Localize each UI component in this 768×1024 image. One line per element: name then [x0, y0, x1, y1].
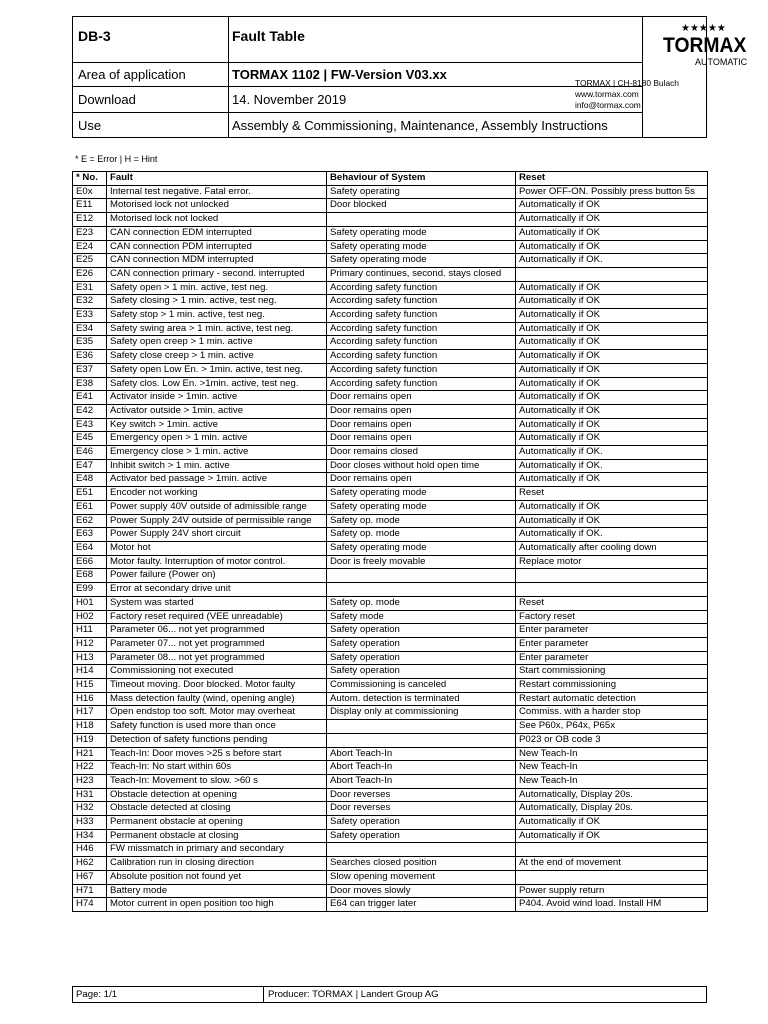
cell-code: E26 — [73, 267, 107, 281]
cell-fault: CAN connection PDM interrupted — [107, 240, 327, 254]
cell-code: H19 — [73, 733, 107, 747]
table-row — [73, 843, 708, 857]
cell-code: E24 — [73, 240, 107, 254]
cell-fault: CAN connection primary - second. interrupted — [107, 267, 327, 281]
table-row — [73, 706, 708, 720]
cell-code: E51 — [73, 487, 107, 501]
cell-fault: Battery mode — [107, 884, 327, 898]
cell-fault: Safety open creep > 1 min. active — [107, 336, 327, 350]
cell-behaviour: Door remains open — [327, 404, 516, 418]
cell-code: E66 — [73, 555, 107, 569]
page-number: Page: 1/1 — [76, 989, 118, 1000]
cell-behaviour: According safety function — [327, 295, 516, 309]
table-row — [73, 377, 708, 391]
cell-reset: Automatically if OK — [516, 309, 708, 323]
cell-fault: Detection of safety functions pending — [107, 733, 327, 747]
cell-behaviour: Door is freely movable — [327, 555, 516, 569]
cell-fault: Power supply 40V outside of admissible range — [107, 500, 327, 514]
cell-reset: Restart automatic detection — [516, 692, 708, 706]
cell-code: H14 — [73, 665, 107, 679]
cell-reset: Automatically if OK — [516, 363, 708, 377]
cell-code: H18 — [73, 720, 107, 734]
cell-code: E45 — [73, 432, 107, 446]
cell-reset: P023 or OB code 3 — [516, 733, 708, 747]
cell-fault: Mass detection faulty (wind, opening angle) — [107, 692, 327, 706]
table-row — [73, 583, 708, 597]
cell-fault: CAN connection EDM interrupted — [107, 226, 327, 240]
cell-reset: Enter parameter — [516, 651, 708, 665]
cell-behaviour: Safety operation — [327, 651, 516, 665]
table-row — [73, 541, 708, 555]
cell-behaviour: Abort Teach-In — [327, 761, 516, 775]
cell-code: H46 — [73, 843, 107, 857]
cell-behaviour — [327, 843, 516, 857]
table-row — [73, 336, 708, 350]
cell-reset: New Teach-In — [516, 747, 708, 761]
header-label: Area of application — [73, 63, 229, 86]
footer-divider — [263, 987, 264, 1002]
cell-behaviour: Safety op. mode — [327, 596, 516, 610]
table-row — [73, 747, 708, 761]
cell-code: E33 — [73, 309, 107, 323]
logo-stars-icon: ★★★★★ — [681, 23, 726, 34]
cell-code: E31 — [73, 281, 107, 295]
cell-behaviour: According safety function — [327, 350, 516, 364]
cell-behaviour: Safety op. mode — [327, 514, 516, 528]
cell-fault: Safety stop > 1 min. active, test neg. — [107, 309, 327, 323]
header-label: Download — [73, 87, 229, 112]
cell-reset: Restart commissioning — [516, 679, 708, 693]
cell-reset: Automatically if OK — [516, 500, 708, 514]
cell-code: E46 — [73, 446, 107, 460]
cell-code: H12 — [73, 637, 107, 651]
cell-code: E47 — [73, 459, 107, 473]
cell-reset: Automatically if OK — [516, 418, 708, 432]
cell-behaviour: According safety function — [327, 363, 516, 377]
cell-fault: Motor faulty. Interruption of motor control. — [107, 555, 327, 569]
table-row — [73, 295, 708, 309]
table-row — [73, 679, 708, 693]
cell-code: E64 — [73, 541, 107, 555]
cell-code: H11 — [73, 624, 107, 638]
cell-fault: Safety swing area > 1 min. active, test neg. — [107, 322, 327, 336]
cell-reset: Automatically if OK — [516, 404, 708, 418]
cell-fault: CAN connection MDM interrupted — [107, 254, 327, 268]
cell-behaviour: Safety operating mode — [327, 500, 516, 514]
cell-reset — [516, 843, 708, 857]
cell-reset: Automatically if OK — [516, 391, 708, 405]
cell-fault: Emergency open > 1 min. active — [107, 432, 327, 446]
cell-reset: Power supply return — [516, 884, 708, 898]
table-row — [73, 720, 708, 734]
cell-fault: Inhibit switch > 1 min. active — [107, 459, 327, 473]
table-row — [73, 267, 708, 281]
table-row — [73, 446, 708, 460]
cell-reset: See P60x, P64x, P65x — [516, 720, 708, 734]
cell-reset: P404. Avoid wind load. Install HM — [516, 898, 708, 912]
cell-behaviour: Door remains closed — [327, 446, 516, 460]
table-row — [73, 774, 708, 788]
cell-reset: Automatically if OK — [516, 199, 708, 213]
column-header-behaviour: Behaviour of System — [327, 172, 516, 186]
cell-behaviour — [327, 583, 516, 597]
cell-fault: FW missmatch in primary and secondary — [107, 843, 327, 857]
table-row — [73, 240, 708, 254]
cell-fault: Power Supply 24V short circuit — [107, 528, 327, 542]
tormax-logo — [643, 17, 748, 137]
cell-fault: Factory reset required (VEE unreadable) — [107, 610, 327, 624]
table-row — [73, 254, 708, 268]
cell-code: E37 — [73, 363, 107, 377]
cell-behaviour: Safety operating — [327, 185, 516, 199]
cell-fault: Safety clos. Low En. >1min. active, test neg. — [107, 377, 327, 391]
cell-code: E25 — [73, 254, 107, 268]
cell-behaviour: Safety operation — [327, 816, 516, 830]
table-row — [73, 350, 708, 364]
table-row — [73, 761, 708, 775]
cell-reset: Automatically if OK. — [516, 459, 708, 473]
cell-code: H23 — [73, 774, 107, 788]
table-row — [73, 555, 708, 569]
contact-address: TORMAX | CH-8180 Bulach — [575, 78, 679, 88]
cell-fault: Encoder not working — [107, 487, 327, 501]
cell-behaviour: Autom. detection is terminated — [327, 692, 516, 706]
cell-reset — [516, 267, 708, 281]
cell-code: H31 — [73, 788, 107, 802]
table-row — [73, 692, 708, 706]
contact-block — [575, 78, 679, 111]
table-row — [73, 309, 708, 323]
cell-behaviour: Searches closed position — [327, 857, 516, 871]
cell-code: E48 — [73, 473, 107, 487]
cell-behaviour: Display only at commissioning — [327, 706, 516, 720]
table-row — [73, 514, 708, 528]
table-row — [73, 404, 708, 418]
cell-code: E23 — [73, 226, 107, 240]
column-header-fault: Fault — [107, 172, 327, 186]
table-row — [73, 870, 708, 884]
cell-fault: Teach-In: Door moves >25 s before start — [107, 747, 327, 761]
cell-behaviour: Commissioning is canceled — [327, 679, 516, 693]
header-value: Assembly & Commissioning, Maintenance, Assembly Instructions — [229, 113, 643, 137]
cell-behaviour: Door reverses — [327, 788, 516, 802]
column-header-no: * No. — [73, 172, 107, 186]
cell-fault: Motor hot — [107, 541, 327, 555]
cell-reset: Automatically if OK — [516, 240, 708, 254]
table-row — [73, 459, 708, 473]
cell-behaviour: Safety operation — [327, 829, 516, 843]
cell-reset: Automatically if OK — [516, 514, 708, 528]
cell-behaviour — [327, 213, 516, 227]
cell-reset: Automatically, Display 20s. — [516, 802, 708, 816]
table-row — [73, 281, 708, 295]
cell-fault: Emergency close > 1 min. active — [107, 446, 327, 460]
cell-code: H21 — [73, 747, 107, 761]
cell-reset: Automatically if OK — [516, 432, 708, 446]
cell-code: H02 — [73, 610, 107, 624]
table-row — [73, 432, 708, 446]
cell-reset: Power OFF-ON. Possibly press button 5s — [516, 185, 708, 199]
cell-behaviour: Safety operation — [327, 665, 516, 679]
table-row — [73, 185, 708, 199]
cell-fault: Activator inside > 1min. active — [107, 391, 327, 405]
cell-code: E11 — [73, 199, 107, 213]
cell-behaviour: According safety function — [327, 281, 516, 295]
cell-fault: Motorised lock not unlocked — [107, 199, 327, 213]
table-row — [73, 665, 708, 679]
cell-behaviour: Safety operation — [327, 637, 516, 651]
cell-behaviour: Abort Teach-In — [327, 774, 516, 788]
cell-code: E99 — [73, 583, 107, 597]
cell-code: E34 — [73, 322, 107, 336]
cell-reset: Enter parameter — [516, 624, 708, 638]
cell-fault: Safety open > 1 min. active, test neg. — [107, 281, 327, 295]
cell-code: H32 — [73, 802, 107, 816]
cell-behaviour: Door remains open — [327, 473, 516, 487]
cell-code: H62 — [73, 857, 107, 871]
cell-behaviour: Safety operating mode — [327, 226, 516, 240]
cell-reset: Automatically if OK — [516, 816, 708, 830]
cell-reset: Commiss. with a harder stop — [516, 706, 708, 720]
producer: Producer: TORMAX | Landert Group AG — [268, 989, 439, 1000]
cell-fault: Calibration run in closing direction — [107, 857, 327, 871]
cell-reset: Replace motor — [516, 555, 708, 569]
table-row — [73, 363, 708, 377]
table-row — [73, 528, 708, 542]
cell-fault: Absolute position not found yet — [107, 870, 327, 884]
cell-behaviour: Safety operating mode — [327, 254, 516, 268]
table-row — [73, 788, 708, 802]
cell-behaviour: Safety operation — [327, 624, 516, 638]
cell-code: H22 — [73, 761, 107, 775]
header-label: Use — [73, 113, 229, 137]
cell-reset: Automatically if OK — [516, 226, 708, 240]
table-row — [73, 473, 708, 487]
column-header-reset: Reset — [516, 172, 708, 186]
cell-code: H34 — [73, 829, 107, 843]
cell-behaviour — [327, 733, 516, 747]
cell-behaviour: Safety operating mode — [327, 240, 516, 254]
cell-reset — [516, 569, 708, 583]
cell-reset: Automatically if OK. — [516, 446, 708, 460]
header-row-area — [73, 63, 643, 87]
header-title-row — [73, 17, 643, 63]
cell-reset: New Teach-In — [516, 761, 708, 775]
table-row — [73, 857, 708, 871]
table-row — [73, 829, 708, 843]
cell-code: E38 — [73, 377, 107, 391]
cell-code: E68 — [73, 569, 107, 583]
cell-behaviour: Door blocked — [327, 199, 516, 213]
cell-fault: Motor current in open position too high — [107, 898, 327, 912]
page-footer — [72, 986, 707, 1003]
cell-behaviour: E64 can trigger later — [327, 898, 516, 912]
cell-fault: Key switch > 1min. active — [107, 418, 327, 432]
legend: * E = Error | H = Hint — [75, 154, 158, 164]
cell-code: H71 — [73, 884, 107, 898]
cell-reset: Automatically if OK — [516, 336, 708, 350]
cell-behaviour: Door remains open — [327, 418, 516, 432]
cell-fault: Permanent obstacle at opening — [107, 816, 327, 830]
cell-reset: Start commissioning — [516, 665, 708, 679]
table-row — [73, 322, 708, 336]
cell-reset: Automatically if OK — [516, 295, 708, 309]
cell-code: E61 — [73, 500, 107, 514]
cell-reset: Automatically after cooling down — [516, 541, 708, 555]
cell-reset: Automatically if OK — [516, 322, 708, 336]
table-row — [73, 651, 708, 665]
cell-reset: At the end of movement — [516, 857, 708, 871]
table-row — [73, 213, 708, 227]
cell-fault: Obstacle detection at opening — [107, 788, 327, 802]
cell-behaviour: Slow opening movement — [327, 870, 516, 884]
cell-behaviour: According safety function — [327, 309, 516, 323]
cell-behaviour: Door remains open — [327, 432, 516, 446]
logo-subtitle: AUTOMATIC — [695, 57, 748, 67]
cell-fault: Safety close creep > 1 min. active — [107, 350, 327, 364]
cell-behaviour: Safety operating mode — [327, 487, 516, 501]
cell-code: E0x — [73, 185, 107, 199]
cell-reset — [516, 870, 708, 884]
doc-id: DB-3 — [73, 17, 229, 62]
cell-code: E32 — [73, 295, 107, 309]
table-row — [73, 391, 708, 405]
cell-code: E63 — [73, 528, 107, 542]
table-row — [73, 733, 708, 747]
cell-behaviour: Safety operating mode — [327, 541, 516, 555]
fault-table — [72, 171, 708, 912]
cell-code: E42 — [73, 404, 107, 418]
cell-behaviour: Door remains open — [327, 391, 516, 405]
cell-code: E12 — [73, 213, 107, 227]
table-row — [73, 610, 708, 624]
cell-behaviour: Door closes without hold open time — [327, 459, 516, 473]
cell-code: E36 — [73, 350, 107, 364]
header-value: TORMAX 1102 | FW-Version V03.xx — [229, 63, 643, 86]
table-row — [73, 624, 708, 638]
cell-reset: Reset — [516, 487, 708, 501]
doc-title: Fault Table — [229, 17, 643, 62]
cell-reset: Automatically if OK — [516, 473, 708, 487]
cell-code: E62 — [73, 514, 107, 528]
contact-website: www.tormax.com — [575, 89, 639, 99]
cell-reset: Automatically if OK — [516, 281, 708, 295]
cell-fault: Activator bed passage > 1min. active — [107, 473, 327, 487]
cell-fault: Activator outside > 1min. active — [107, 404, 327, 418]
cell-reset: Factory reset — [516, 610, 708, 624]
cell-fault: Teach-In: Movement to slow. >60 s — [107, 774, 327, 788]
cell-fault: Safety function is used more than once — [107, 720, 327, 734]
table-header-row — [73, 172, 708, 186]
cell-code: H74 — [73, 898, 107, 912]
logo-brand: TORMAX — [663, 34, 747, 57]
table-row — [73, 898, 708, 912]
cell-fault: System was started — [107, 596, 327, 610]
cell-behaviour: Door reverses — [327, 802, 516, 816]
cell-behaviour: Door moves slowly — [327, 884, 516, 898]
cell-reset: Automatically if OK — [516, 350, 708, 364]
cell-fault: Error at secondary drive unit — [107, 583, 327, 597]
document-header — [72, 16, 748, 138]
cell-fault: Permanent obstacle at closing — [107, 829, 327, 843]
cell-reset: Automatically if OK — [516, 377, 708, 391]
cell-fault: Parameter 08... not yet programmed — [107, 651, 327, 665]
cell-fault: Power Supply 24V outside of permissible range — [107, 514, 327, 528]
cell-fault: Obstacle detected at closing — [107, 802, 327, 816]
table-row — [73, 418, 708, 432]
cell-fault: Motorised lock not locked — [107, 213, 327, 227]
cell-fault: Power failure (Power on) — [107, 569, 327, 583]
cell-behaviour: According safety function — [327, 377, 516, 391]
cell-behaviour — [327, 569, 516, 583]
cell-fault: Teach-In: No start within 60s — [107, 761, 327, 775]
cell-fault: Timeout moving. Door blocked. Motor faulty — [107, 679, 327, 693]
cell-code: H33 — [73, 816, 107, 830]
cell-fault: Safety open Low En. > 1min. active, test neg. — [107, 363, 327, 377]
cell-code: E35 — [73, 336, 107, 350]
cell-behaviour: According safety function — [327, 336, 516, 350]
cell-reset: Enter parameter — [516, 637, 708, 651]
cell-code: H15 — [73, 679, 107, 693]
cell-code: E41 — [73, 391, 107, 405]
header-value: 14. November 2019 — [229, 87, 643, 112]
cell-behaviour — [327, 720, 516, 734]
cell-code: H13 — [73, 651, 107, 665]
table-row — [73, 802, 708, 816]
cell-behaviour: According safety function — [327, 322, 516, 336]
cell-fault: Commissioning not executed — [107, 665, 327, 679]
cell-code: H16 — [73, 692, 107, 706]
cell-behaviour: Abort Teach-In — [327, 747, 516, 761]
cell-fault: Internal test negative. Fatal error. — [107, 185, 327, 199]
cell-reset: Automatically if OK. — [516, 528, 708, 542]
cell-code: H67 — [73, 870, 107, 884]
cell-behaviour: Safety mode — [327, 610, 516, 624]
cell-reset: Automatically if OK. — [516, 254, 708, 268]
table-row — [73, 816, 708, 830]
table-row — [73, 226, 708, 240]
cell-fault: Parameter 06... not yet programmed — [107, 624, 327, 638]
cell-reset — [516, 583, 708, 597]
cell-fault: Parameter 07... not yet programmed — [107, 637, 327, 651]
cell-behaviour: Safety op. mode — [327, 528, 516, 542]
cell-reset: Reset — [516, 596, 708, 610]
table-row — [73, 884, 708, 898]
table-row — [73, 637, 708, 651]
cell-fault: Safety closing > 1 min. active, test neg. — [107, 295, 327, 309]
cell-reset: New Teach-In — [516, 774, 708, 788]
cell-behaviour: Primary continues, second. stays closed — [327, 267, 516, 281]
cell-code: H17 — [73, 706, 107, 720]
table-row — [73, 569, 708, 583]
table-row — [73, 596, 708, 610]
table-row — [73, 199, 708, 213]
cell-code: E43 — [73, 418, 107, 432]
cell-code: H01 — [73, 596, 107, 610]
cell-fault: Open endstop too soft. Motor may overheat — [107, 706, 327, 720]
header-row-download — [73, 87, 643, 113]
table-row — [73, 500, 708, 514]
cell-reset: Automatically, Display 20s. — [516, 788, 708, 802]
cell-reset: Automatically if OK — [516, 213, 708, 227]
contact-email: info@tormax.com — [575, 100, 641, 110]
table-row — [73, 487, 708, 501]
cell-reset: Automatically if OK — [516, 829, 708, 843]
header-row-use — [73, 113, 643, 137]
